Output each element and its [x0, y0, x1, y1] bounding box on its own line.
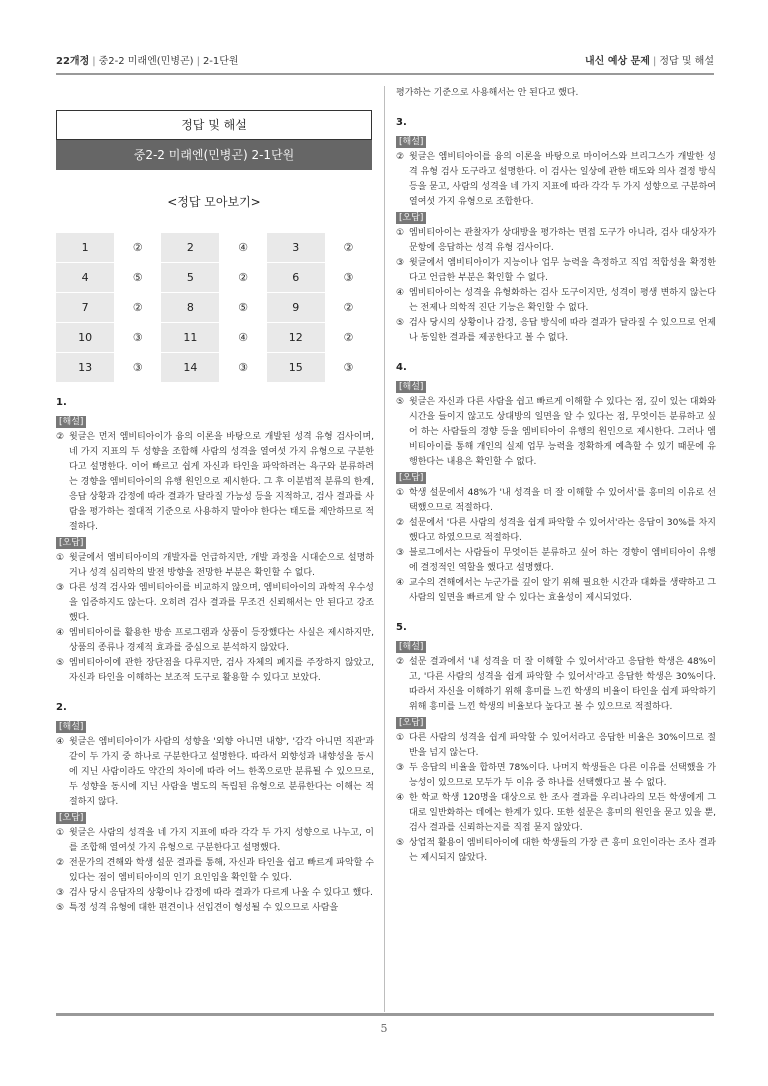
continued-text-body: 평가하는 기준으로 사용해서는 안 된다고 했다.	[396, 88, 579, 98]
wrong-text: 두 응답의 비율을 합하면 78%이다. 나머지 학생들은 다른 이유를 선택했을 가능성이 있으므로 모두가 두 이유 중 하나를 선택했다고 볼 수 없다.	[409, 763, 716, 788]
question-number: 11	[161, 323, 219, 353]
wrong-item	[56, 551, 374, 581]
question-number: 12	[267, 323, 325, 353]
answer-choice: ②	[114, 233, 161, 263]
choice-mark: ⑤	[56, 903, 65, 913]
explain-text: 윗글은 엠비티아이를 융의 이론을 바탕으로 마이어스와 브리그스가 개발한 성격 유형 검사 도구라고 설명한다. 이 검사는 일상에 관한 태도와 의사 결정 방식 등을 묻고, 사람의 성격을 네 가지 지표에 따라 각각 두 가지 성향으로 구분하여 열여섯 가지 유형으로 조합한다.	[409, 152, 716, 207]
question-number: 5	[161, 263, 219, 293]
choice-mark: ②	[396, 518, 405, 528]
explain-text: 윗글은 엠비티아이가 사람의 성향을 '외향 아니면 내향', '감각 아니면 직관'과 같이 두 가지 중 하나로 구분한다고 설명한다. 따라서 외향성과 내향성을 동시에 지닌 사람이라도 약간의 차이에 따라 어느 한쪽으로만 분류될 수 있으므로, 두 성향을 동시에 지닌 사람을 별도의 독립된 유형으로 분류한다는 이해는 적절하지 않다.	[69, 737, 374, 807]
header-left: 22개정 | 중2-2 미래엔(민병곤) | 2-1단원	[56, 56, 239, 67]
wrong-item	[396, 546, 716, 576]
choice-mark: ④	[56, 628, 65, 638]
explain-tag: [해설]	[396, 641, 426, 653]
wrong-text: 특정 성격 유형에 대한 편견이나 선입견이 형성될 수 있으므로 사람을	[69, 903, 339, 913]
wrong-item	[396, 761, 716, 791]
header-grade: 22개정	[56, 56, 90, 67]
continued-text	[396, 86, 716, 101]
question-number: 13	[56, 353, 114, 383]
wrong-text: 한 학교 학생 120명을 대상으로 한 조사 결과를 우리나라의 모든 학생에게 그대로 일반화하는 데에는 한계가 있다. 또한 설문은 흥미의 원인을 묻고 있을 뿐, 검사 결과를 신뢰하는지를 직접 묻지 않았다.	[409, 793, 716, 833]
wrong-item	[396, 226, 716, 256]
explain-item	[396, 395, 716, 470]
choice-mark: ⑤	[396, 397, 405, 407]
wrong-item	[396, 486, 716, 516]
answer-table	[56, 232, 372, 383]
question-4-number: 4.	[396, 362, 407, 373]
wrong-item	[396, 731, 716, 761]
choice-mark: ①	[396, 228, 405, 238]
answer-choice: ②	[219, 263, 266, 293]
wrong-text: 블로그에서는 사람들이 무엇이든 분류하고 싶어 하는 경향이 엠비티아이 유행에 결정적인 역할을 했다고 설명했다.	[409, 548, 716, 573]
choice-mark: ⑤	[56, 658, 65, 668]
table-row	[56, 233, 372, 263]
explain-item	[396, 655, 716, 715]
wrong-item	[396, 256, 716, 286]
choice-mark: ③	[56, 583, 65, 593]
table-row	[56, 323, 372, 353]
wrong-item	[396, 836, 716, 866]
question-number: 8	[161, 293, 219, 323]
wrong-text: 교수의 견해에서는 누군가를 깊이 알기 위해 필요한 시간과 대화를 생략하고 그 사람의 일면을 빠르게 알 수 있다는 효율성이 제시되었다.	[409, 578, 716, 603]
choice-mark: ③	[396, 763, 405, 773]
choice-mark: ③	[396, 258, 405, 268]
table-row	[56, 293, 372, 323]
choice-mark: ①	[56, 553, 65, 563]
wrong-tag: [오답]	[396, 717, 426, 729]
table-row	[56, 353, 372, 383]
wrong-text: 엠비티아이를 활용한 방송 프로그램과 상품이 등장했다는 사실은 제시하지만, 상품의 종류나 경제적 효과를 중심으로 분석하지 않았다.	[69, 628, 374, 653]
explain-text: 윗글은 자신과 다른 사람을 쉽고 빠르게 이해할 수 있다는 점, 깊이 있는 대화와 시간을 들이지 않고도 상대방의 일면을 알 수 있다는 점, 무엇이든 분류하고 싶어 하는 사람들의 경향 등을 엠비티아이 유행의 원인으로 제시한다. 그러나 엠비티아이를 통해 개인의 실제 업무 능력을 정확하게 예측할 수 있기 때문에 유행한다는 내용은 확인할 수 없다.	[409, 397, 716, 467]
wrong-item	[396, 286, 716, 316]
wrong-text: 윗글은 사람의 성격을 네 가지 지표에 따라 각각 두 가지 성향으로 나누고, 이를 조합해 열여섯 가지 유형으로 구분한다고 설명했다.	[69, 828, 374, 853]
explain-text: 윗글은 먼저 엠비티아이가 융의 이론을 바탕으로 개발된 성격 유형 검사이며, 네 가지 지표의 두 성향을 조합해 사람의 성격을 열여섯 가지 유형으로 구분한다고 설명한다. 이어 빠르고 쉽게 자신과 타인을 파악하려는 욕구와 분류하려는 경향을 엠비티아이의 유행 원인으로 제시한다. 그 후 이분법적 분류의 한계, 응답 상황과 감정에 따라 결과가 달라질 가능성 등을 지적하고, 검사 결과를 사람을 평가하는 절대적 기준으로 사용하지 말아야 한다는 태도를 제안하므로 적절하다.	[69, 432, 374, 532]
wrong-item	[396, 516, 716, 546]
choice-mark: ②	[56, 432, 65, 442]
question-number: 15	[267, 353, 325, 383]
explain-item	[56, 430, 374, 535]
choice-mark: ⑤	[396, 838, 405, 848]
choice-mark: ⑤	[396, 318, 405, 328]
answer-choice: ③	[325, 353, 372, 383]
wrong-text: 윗글에서 엠비티아이가 지능이나 업무 능력을 측정하고 직업 적합성을 확정한다고 언급한 부분은 확인할 수 없다.	[409, 258, 716, 283]
wrong-tag: [오답]	[396, 472, 426, 484]
choice-mark: ①	[396, 488, 405, 498]
wrong-item	[56, 901, 374, 916]
question-number: 9	[267, 293, 325, 323]
header-course: 중2-2 미래엔(민병곤)	[98, 56, 194, 67]
page-number: 5	[380, 1022, 388, 1035]
wrong-text: 다른 성격 검사와 엠비티아이를 비교하지 않으며, 엠비티아이의 과학적 우수성을 입증하지도 않는다. 오히려 검사 결과를 무조건 신뢰해서는 안 된다고 강조했다.	[69, 583, 374, 623]
choice-mark: ②	[396, 152, 405, 162]
answer-choice: ④	[219, 323, 266, 353]
header-unit: 2-1단원	[202, 56, 239, 67]
explain-item	[56, 735, 374, 810]
question-number: 4	[56, 263, 114, 293]
answer-choice: ⑤	[219, 293, 266, 323]
answer-choice: ③	[114, 323, 161, 353]
wrong-tag: [오답]	[56, 537, 86, 549]
question-1-number: 1.	[56, 397, 67, 408]
answer-choice: ②	[325, 323, 372, 353]
wrong-text: 다른 사람의 성격을 쉽게 파악할 수 있어서라고 응답한 비율은 30%이므로 절반을 넘지 않는다.	[409, 733, 716, 758]
wrong-item	[396, 791, 716, 836]
explain-text: 설문 결과에서 '내 성격을 더 잘 이해할 수 있어서'라고 응답한 학생은 48%이고, '다른 사람의 성격을 쉽게 파악할 수 있어서'라고 응답한 학생은 30%이다. 따라서 자신을 이해하기 위해 흥미를 느낀 학생의 비율이 타인을 쉽게 파악하기 위해 흥미를 느낀 학생의 비율보다 높다고 볼 수 있으므로 적절하다.	[409, 657, 716, 712]
answer-choice: ③	[325, 263, 372, 293]
choice-mark: ②	[396, 657, 405, 667]
question-5-number: 5.	[396, 622, 407, 633]
wrong-tag: [오답]	[56, 812, 86, 824]
wrong-text: 엠비티아이에 관한 장단점을 다루지만, 검사 자체의 폐지를 주장하지 않았고, 자신과 타인을 이해하는 보조적 도구로 활용할 수 있다고 보았다.	[69, 658, 374, 683]
wrong-item	[56, 856, 374, 886]
right-column	[396, 86, 716, 866]
page-subtitle: 중2-2 미래엔(민병곤) 2-1단원	[56, 140, 372, 170]
choice-mark: ④	[396, 578, 405, 588]
wrong-text: 검사 당시의 상황이나 감정, 응답 방식에 따라 결과가 달라질 수 있으므로 언제나 동일한 결과를 제공한다고 볼 수 없다.	[409, 318, 716, 343]
answer-choice: ③	[114, 353, 161, 383]
choice-mark: ①	[396, 733, 405, 743]
wrong-text: 엠비티아이는 관찰자가 상대방을 평가하는 면접 도구가 아니라, 검사 대상자가 문항에 응답하는 성격 유형 검사이다.	[409, 228, 716, 253]
answer-choice: ④	[219, 233, 266, 263]
explain-tag: [해설]	[56, 416, 86, 428]
explain-tag: [해설]	[396, 381, 426, 393]
wrong-item	[56, 886, 374, 901]
header-rule	[56, 73, 714, 75]
page-header	[56, 52, 714, 68]
wrong-item	[56, 656, 374, 686]
wrong-text: 설문에서 '다른 사람의 성격을 쉽게 파악할 수 있어서'라는 응답이 30%를 차지했다고 하였으므로 적절하다.	[409, 518, 716, 543]
question-number: 1	[56, 233, 114, 263]
explain-tag: [해설]	[396, 136, 426, 148]
header-right: 내신 예상 문제 | 정답 및 해설	[585, 56, 714, 67]
header-section: 정답 및 해설	[659, 56, 714, 67]
footer-rule	[56, 1013, 714, 1016]
question-number: 7	[56, 293, 114, 323]
choice-mark: ③	[396, 548, 405, 558]
question-2-number: 2.	[56, 702, 67, 713]
question-number: 2	[161, 233, 219, 263]
wrong-item	[396, 576, 716, 606]
question-3-number: 3.	[396, 117, 407, 128]
wrong-text: 상업적 활용이 엠비티아이에 대한 학생들의 가장 큰 흥미 요인이라는 조사 결과는 제시되지 않았다.	[409, 838, 716, 863]
question-number: 6	[267, 263, 325, 293]
wrong-tag: [오답]	[396, 212, 426, 224]
question-number: 3	[267, 233, 325, 263]
wrong-text: 학생 설문에서 48%가 '내 성격을 더 잘 이해할 수 있어서'를 흥미의 이유로 선택했으므로 적절하다.	[409, 488, 716, 513]
wrong-text: 전문가의 견해와 학생 설문 결과를 통해, 자신과 타인을 쉽고 빠르게 파악할 수 있다는 점이 엠비티아이의 인기 요인임을 확인할 수 있다.	[69, 858, 374, 883]
answer-choice: ②	[114, 293, 161, 323]
page-title: 정답 및 해설	[56, 110, 372, 140]
choice-mark: ③	[56, 888, 65, 898]
choice-mark: ④	[396, 793, 405, 803]
wrong-text: 엠비티아이는 성격을 유형화하는 검사 도구이지만, 성격이 평생 변하지 않는다는 전제나 의학적 진단 기능은 확인할 수 없다.	[409, 288, 716, 313]
wrong-item	[56, 826, 374, 856]
question-number: 10	[56, 323, 114, 353]
answer-choice: ②	[325, 293, 372, 323]
answer-choice: ⑤	[114, 263, 161, 293]
choice-mark: ①	[56, 828, 65, 838]
answer-choice: ②	[325, 233, 372, 263]
column-divider	[384, 86, 385, 1012]
choice-mark: ④	[396, 288, 405, 298]
explain-tag: [해설]	[56, 721, 86, 733]
wrong-text: 윗글에서 엠비티아이의 개발자를 언급하지만, 개발 과정을 시대순으로 설명하거나 성격 심리학의 발전 방향을 전망한 부분은 확인할 수 없다.	[69, 553, 374, 578]
wrong-item	[56, 581, 374, 626]
wrong-item	[396, 316, 716, 346]
question-number: 14	[161, 353, 219, 383]
wrong-text: 검사 당시 응답자의 상황이나 감정에 따라 결과가 다르게 나올 수 있다고 했다.	[69, 888, 373, 898]
explain-item	[396, 150, 716, 210]
wrong-item	[56, 626, 374, 656]
left-column	[56, 395, 374, 916]
choice-mark: ②	[56, 858, 65, 868]
header-doc-type: 내신 예상 문제	[585, 56, 650, 67]
table-row	[56, 263, 372, 293]
choice-mark: ④	[56, 737, 65, 747]
answer-summary-title: <정답 모아보기>	[167, 195, 261, 209]
answer-choice: ③	[219, 353, 266, 383]
